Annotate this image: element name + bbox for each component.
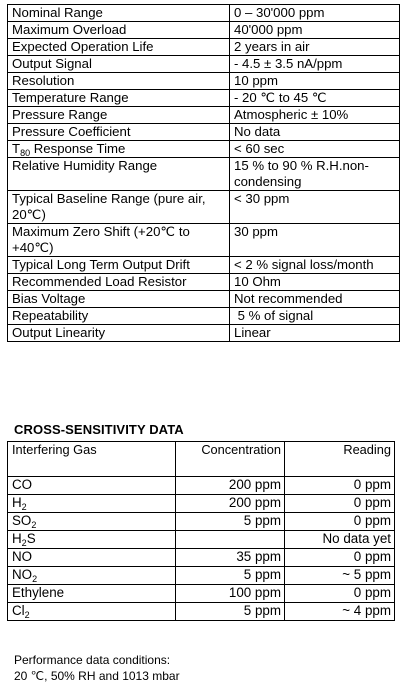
gas-name: $SO_2$ [8,513,176,531]
gas-name: $NO_2$ [8,567,176,585]
spec-label: Bias Voltage [8,291,230,308]
spec-label: Pressure Range [8,107,230,124]
gas-name: $H_2S$ [8,531,176,549]
spec-row [8,73,400,90]
header-interfering-gas: Interfering Gas [8,442,176,477]
spec-row [8,107,400,124]
spec-row [8,39,400,56]
spec-row [8,141,400,158]
spec-label [8,141,230,158]
header-concentration: Concentration [176,442,285,477]
concentration-cell [176,531,285,549]
spec-row [8,191,400,224]
spec-value: 10 Ohm [230,274,400,291]
spec-value: 5 % of signal [230,308,400,325]
spec-value: < 30 ppm [230,191,400,224]
spec-label: Typical Baseline Range (pure air, 20℃) [8,191,230,224]
table-row [8,549,395,567]
spec-label: Repeatability [8,308,230,325]
spec-label: Output Linearity [8,325,230,342]
concentration-cell: 200 ppm [176,495,285,513]
spec-label: Nominal Range [8,5,230,22]
table-row [8,567,395,585]
cross-sensitivity-title: CROSS-SENSITIVITY DATA [14,422,184,437]
spec-value: 40'000 ppm [230,22,400,39]
spec-row [8,56,400,73]
reading-cell: ~ 4 ppm [285,603,395,621]
spec-row [8,90,400,107]
spec-value: < 2 % signal loss/month [230,257,400,274]
spec-label: Pressure Coefficient [8,124,230,141]
table-header-row [8,442,395,477]
spec-value: No data [230,124,400,141]
spec-label-rest: Response Time [30,141,126,156]
spec-label: Output Signal [8,56,230,73]
spec-label: Expected Operation Life [8,39,230,56]
spec-label: Resolution [8,73,230,90]
spec-label: Typical Long Term Output Drift [8,257,230,274]
reading-cell: 0 ppm [285,477,395,495]
spec-value: Atmospheric ± 10% [230,107,400,124]
performance-conditions-note [14,652,180,684]
spec-label: Temperature Range [8,90,230,107]
gas-name: NO [8,549,176,567]
spec-value: < 60 sec [230,141,400,158]
spec-value: Linear [230,325,400,342]
concentration-cell: 5 ppm [176,513,285,531]
conditions-line-2: 20 ℃, 50% RH and 1013 mbar [14,669,180,683]
reading-cell: ~ 5 ppm [285,567,395,585]
spec-value: 30 ppm [230,224,400,257]
table-row [8,477,395,495]
gas-name: $Cl_2$ [8,603,176,621]
reading-cell: 0 ppm [285,495,395,513]
spec-value: Not recommended [230,291,400,308]
concentration-cell: 35 ppm [176,549,285,567]
gas-name: CO [8,477,176,495]
spec-label: Relative Humidity Range [8,158,230,191]
spec-label-main: T [12,141,21,156]
spec-value: 15 % to 90 % R.H.non-condensing [230,158,400,191]
spec-value: - 4.5 ± 3.5 nA/ppm [230,56,400,73]
cross-sensitivity-table [7,441,395,621]
reading-cell: 0 ppm [285,549,395,567]
spec-row [8,5,400,22]
header-reading: Reading [285,442,395,477]
gas-name: Ethylene [8,585,176,603]
spec-label: Maximum Zero Shift (+20℃ to +40℃) [8,224,230,257]
table-row [8,531,395,549]
spec-value: - 20 ℃ to 45 ℃ [230,90,400,107]
spec-label: Maximum Overload [8,22,230,39]
spec-row [8,274,400,291]
spec-label: Recommended Load Resistor [8,274,230,291]
concentration-cell: 100 ppm [176,585,285,603]
table-row [8,603,395,621]
spec-row [8,291,400,308]
spec-label-subscript: 80 [20,148,31,158]
spec-row [8,124,400,141]
conditions-line-1: Performance data conditions: [14,653,171,667]
concentration-cell: 5 ppm [176,603,285,621]
reading-cell: 0 ppm [285,585,395,603]
spec-row [8,158,400,191]
reading-cell: No data yet [285,531,395,549]
spec-row [8,308,400,325]
table-row [8,585,395,603]
concentration-cell: 200 ppm [176,477,285,495]
spec-row [8,257,400,274]
concentration-cell: 5 ppm [176,567,285,585]
specifications-table [7,4,400,342]
table-row [8,495,395,513]
spec-value: 0 – 30'000 ppm [230,5,400,22]
table-row [8,513,395,531]
spec-value: 10 ppm [230,73,400,90]
spec-row [8,22,400,39]
gas-name: $H_2$ [8,495,176,513]
reading-cell: 0 ppm [285,513,395,531]
spec-row [8,224,400,257]
spec-row [8,325,400,342]
spec-value: 2 years in air [230,39,400,56]
